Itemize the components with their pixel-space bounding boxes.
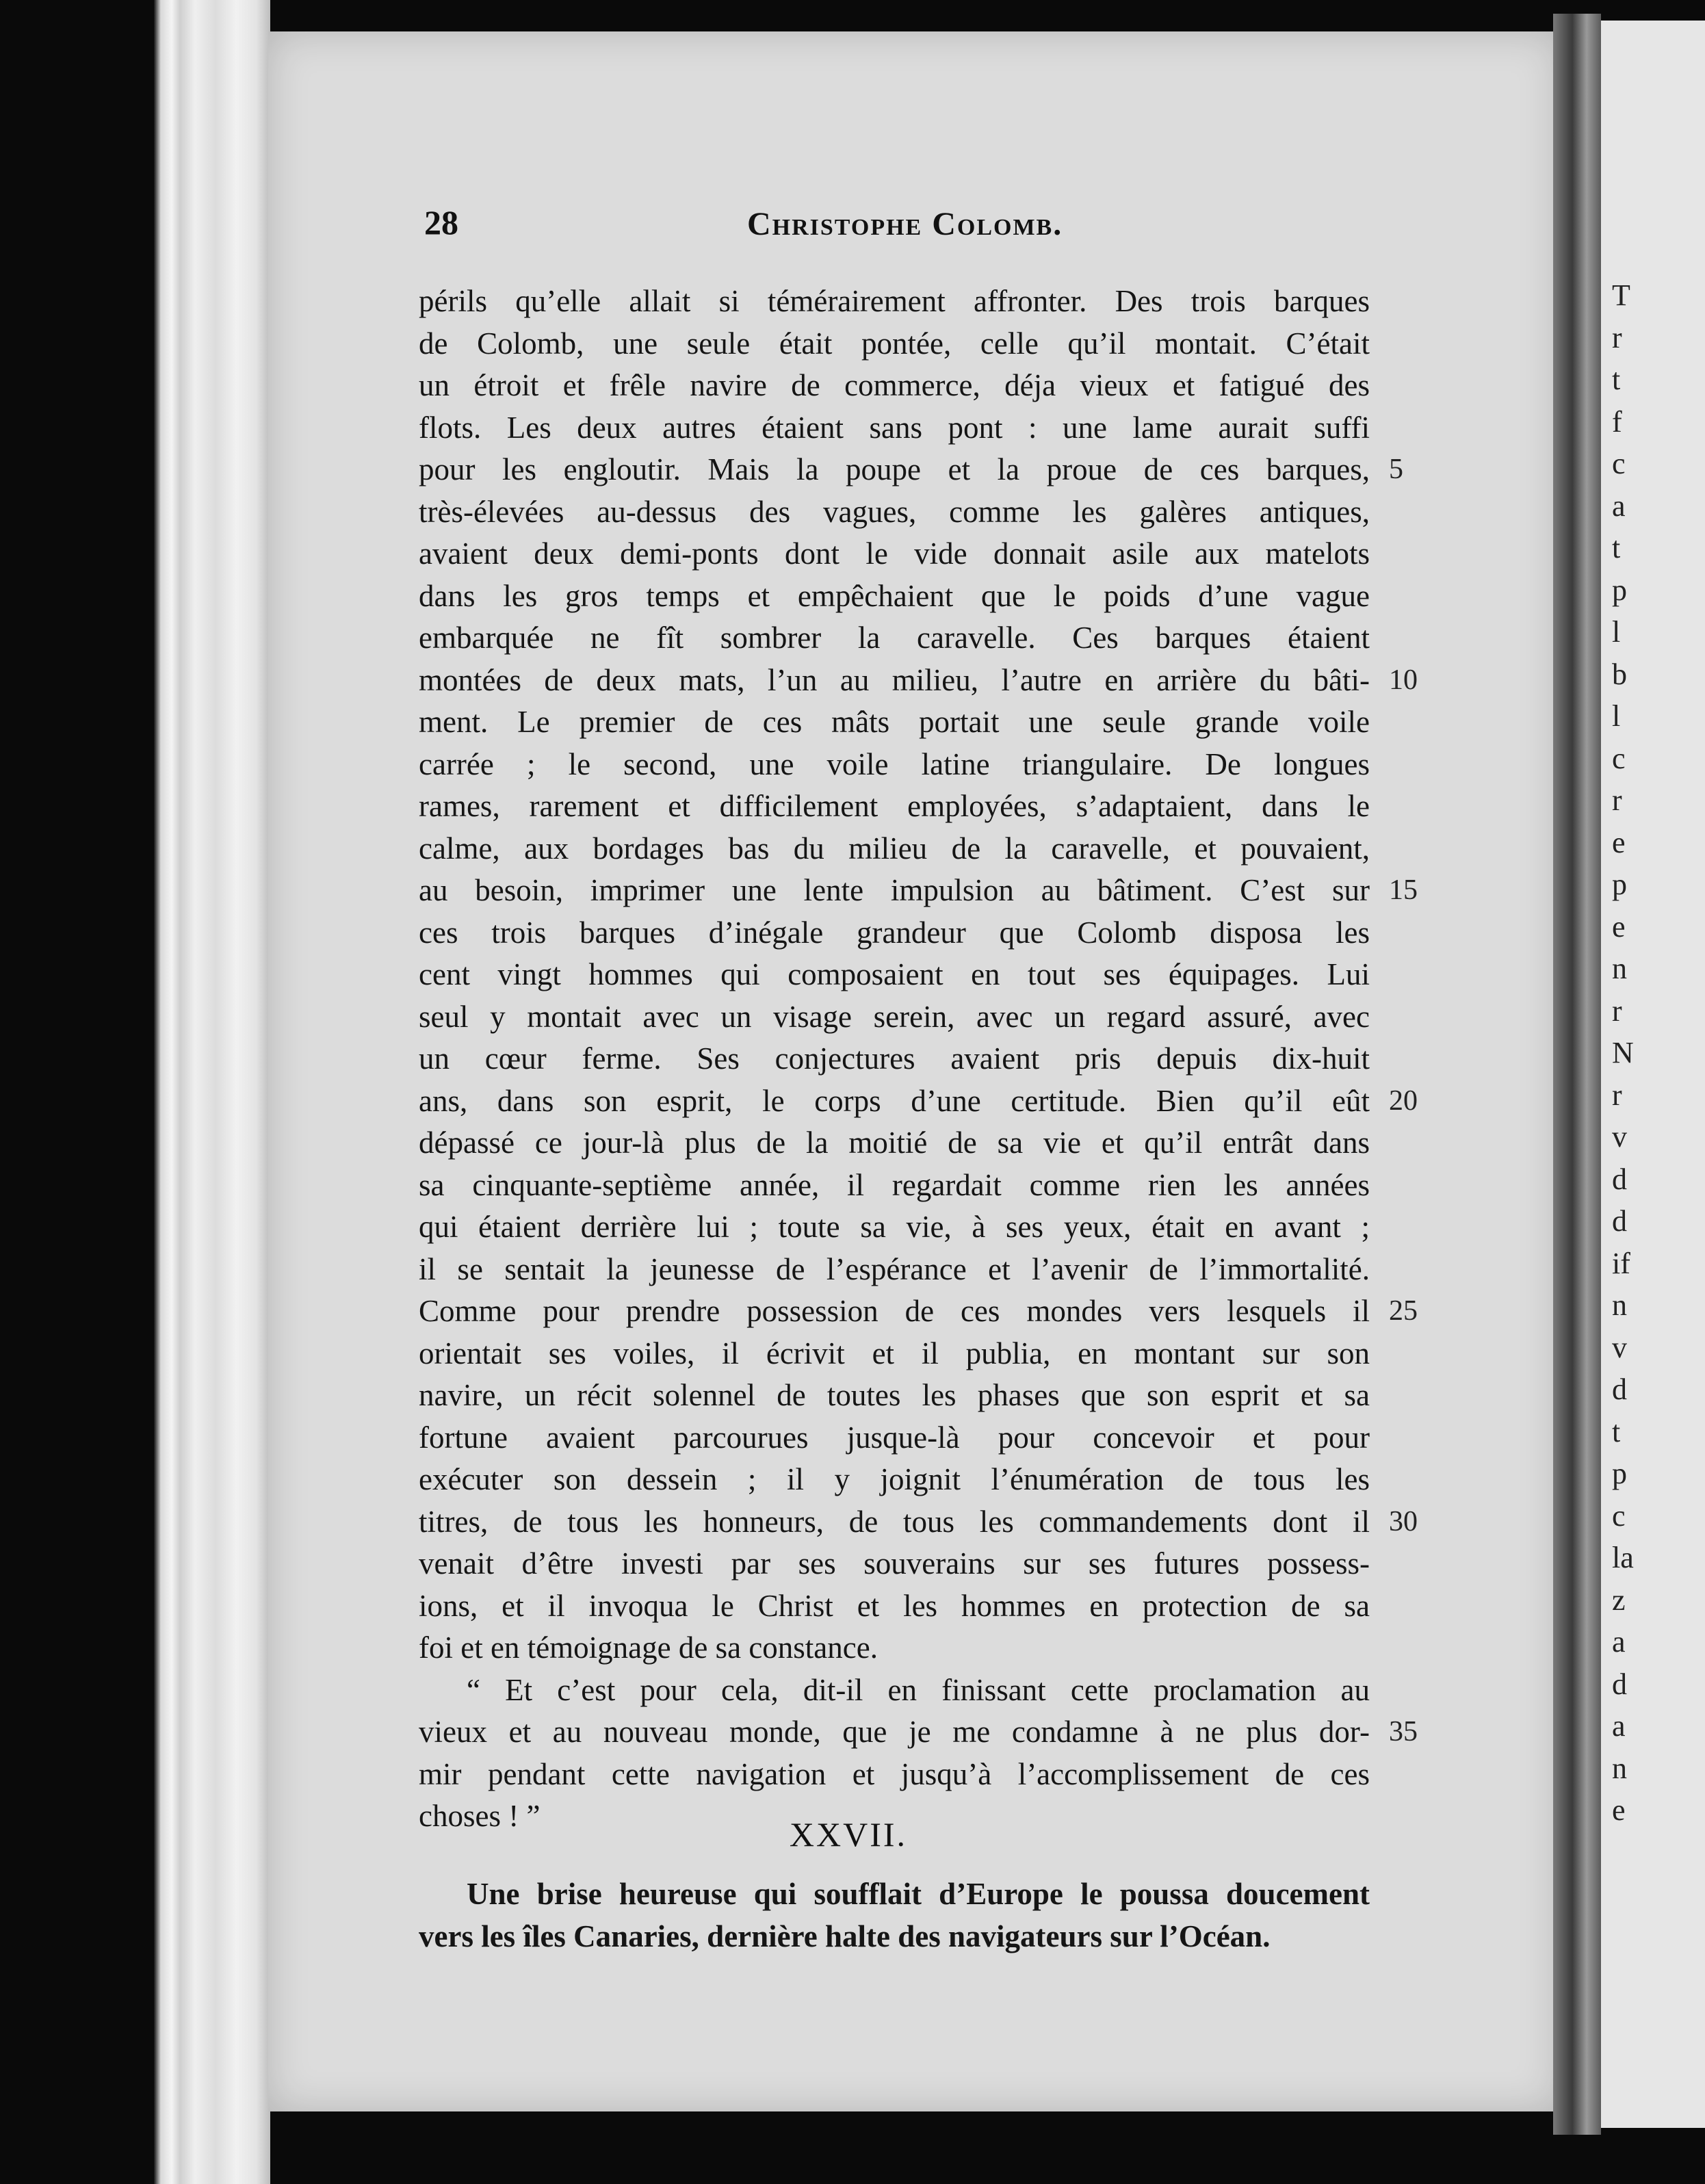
page-number: 28 — [424, 203, 458, 242]
text-line: exécuter son dessein ; il y joignit l’énumération de tous les — [419, 1462, 1370, 1496]
text-line: ces trois barques d’inégale grandeur que Colomb disposa les — [419, 915, 1370, 950]
adjacent-page-fragment: d — [1612, 1667, 1627, 1701]
text-line: carrée ; le second, une voile latine triangulaire. De longues — [419, 746, 1370, 781]
adjacent-page-fragment: r — [1612, 320, 1622, 354]
page-header — [424, 203, 1368, 250]
book-page-stack — [154, 0, 270, 2184]
text-line: flots. Les deux autres étaient sans pont : une lame aurait suffi — [419, 410, 1370, 445]
text-line: sa cinquante-septième année, il regardait comme rien les années — [419, 1167, 1370, 1202]
adjacent-page-fragment: f — [1612, 404, 1622, 439]
adjacent-page-fragment: e — [1612, 909, 1626, 944]
adjacent-page-fragment: v — [1612, 1330, 1627, 1364]
line-number: 20 — [1389, 1084, 1418, 1117]
adjacent-page-fragment: n — [1612, 952, 1627, 985]
adjacent-page-fragment: d — [1612, 1204, 1627, 1238]
text-line: calme, aux bordages bas du milieu de la caravelle, et pouvaient, — [419, 831, 1370, 866]
adjacent-page-fragment: z — [1612, 1583, 1626, 1617]
body-text — [419, 281, 1418, 1838]
text-line: seul y montait avec un visage serein, avec un regard assuré, avec — [419, 999, 1370, 1034]
text-line: pour les engloutir. Mais la poupe et la proue de ces barques, 5 — [419, 449, 1370, 491]
adjacent-page-fragment: a — [1612, 1709, 1626, 1743]
text-line: choses ! ” — [419, 1799, 541, 1833]
adjacent-page-fragment: a — [1612, 489, 1626, 523]
text-line: mir pendant cette navigation et jusqu’à l’accomplissement de ces — [419, 1756, 1370, 1791]
text-line: navire, un récit solennel de toutes les phases que son esprit et sa — [419, 1378, 1370, 1412]
adjacent-page-fragment: t — [1612, 363, 1621, 396]
adjacent-page — [1601, 21, 1705, 2128]
line-number: 35 — [1389, 1716, 1418, 1747]
adjacent-page-fragment: t — [1612, 1414, 1621, 1448]
adjacent-page-fragment: n — [1612, 1751, 1627, 1785]
text-line: ment. Le premier de ces mâts portait une seule grande voile — [419, 705, 1370, 739]
adjacent-page-fragment: l — [1612, 699, 1621, 733]
adjacent-page-fragment: r — [1612, 783, 1622, 817]
adjacent-page-fragment: N — [1612, 1036, 1634, 1069]
adjacent-page-fragment: p — [1612, 1457, 1627, 1490]
adjacent-page-fragment: T — [1612, 278, 1630, 312]
text-line: foi et en témoignage de sa constance. — [419, 1630, 878, 1665]
text-line: montées de deux mats, l’un au milieu, l’autre en arrière du bâti- 10 — [419, 660, 1370, 702]
text-line: ans, dans son esprit, le corps d’une certitude. Bien qu’il eût 20 — [419, 1080, 1370, 1123]
adjacent-page-fragment: if — [1612, 1246, 1630, 1280]
section-heading: XXVII. — [789, 1815, 908, 1854]
text-line: il se sentait la jeunesse de l’espérance et l’avenir de l’immortalité. — [419, 1251, 1370, 1286]
section-body-text — [419, 1873, 1370, 1958]
text-line: vieux et au nouveau monde, que je me condamne à ne plus dor- 35 — [419, 1711, 1370, 1754]
adjacent-page-fragment: n — [1612, 1288, 1627, 1322]
adjacent-page-fragment: c — [1612, 1498, 1626, 1533]
adjacent-page-fragment: p — [1612, 868, 1627, 901]
adjacent-page-fragment: r — [1612, 993, 1622, 1028]
line-number: 30 — [1389, 1505, 1418, 1537]
line-number: 15 — [1389, 874, 1418, 906]
text-line: fortune avaient parcourues jusque-là pour concevoir et pour — [419, 1420, 1370, 1455]
text-line: très-élevées au-dessus des vagues, comme les galères antiques, — [419, 494, 1370, 529]
text-line: un étroit et frêle navire de commerce, déja vieux et fatigué des — [419, 368, 1370, 402]
adjacent-page-fragment: b — [1612, 657, 1627, 691]
text-line: venait d’être investi par ses souverains sur ses futures possess- — [419, 1546, 1370, 1581]
adjacent-page-fragment: d — [1612, 1373, 1627, 1406]
adjacent-page-fragment: a — [1612, 1625, 1626, 1659]
text-line: dépassé ce jour-là plus de la moitié de sa vie et qu’il entrât dans — [419, 1126, 1370, 1160]
section-text-line: vers les îles Canaries, dernière halte des navigateurs sur l’Océan. — [419, 1919, 1271, 1953]
line-number: 10 — [1389, 664, 1418, 696]
text-line: dans les gros temps et empêchaient que le poids d’une vague — [419, 578, 1370, 613]
text-line: avaient deux demi-ponts dont le vide donnait asile aux matelots — [419, 536, 1370, 571]
adjacent-page-fragment: e — [1612, 825, 1626, 859]
text-line: qui étaient derrière lui ; toute sa vie, à ses yeux, était en avant ; — [419, 1210, 1370, 1244]
running-title: Christophe Colomb. — [747, 206, 1063, 242]
text-line: titres, de tous les honneurs, de tous les commandements dont il 30 — [419, 1501, 1370, 1544]
text-line: orientait ses voiles, il écrivit et il publia, en montant sur son — [419, 1336, 1370, 1370]
text-line: de Colomb, une seule était pontée, celle qu’il montait. C’était — [419, 326, 1370, 361]
text-line: “ Et c’est pour cela, dit-il en finissant cette proclamation au — [467, 1672, 1370, 1707]
adjacent-page-fragment: la — [1612, 1541, 1634, 1574]
adjacent-page-fragment: r — [1612, 1078, 1622, 1112]
adjacent-page-fragment: e — [1612, 1793, 1626, 1827]
section-text-line: Une brise heureuse qui soufflait d’Europe le poussa doucement — [467, 1877, 1370, 1911]
text-line: un cœur ferme. Ses conjectures avaient pris depuis dix-huit — [419, 1041, 1370, 1076]
text-line: périls qu’elle allait si témérairement affronter. Des trois barques — [419, 284, 1370, 318]
text-line: cent vingt hommes qui composaient en tout ses équipages. Lui — [419, 957, 1370, 991]
line-number: 5 — [1389, 454, 1403, 485]
adjacent-page-fragment: c — [1612, 447, 1626, 480]
line-number: 25 — [1389, 1295, 1418, 1327]
adjacent-page-fragment: p — [1612, 573, 1627, 607]
book-gutter — [1553, 14, 1601, 2135]
adjacent-page-fragment: t — [1612, 531, 1621, 564]
text-line: Comme pour prendre possession de ces mondes vers lesquels il 25 — [419, 1290, 1370, 1333]
text-line: au besoin, imprimer une lente impulsion au bâtiment. C’est sur 15 — [419, 870, 1370, 912]
text-line: rames, rarement et difficilement employées, s’adaptaient, dans le — [419, 789, 1370, 823]
text-line: embarquée ne fît sombrer la caravelle. Ces barques étaient — [419, 621, 1370, 655]
text-line: ions, et il invoqua le Christ et les hommes en protection de sa — [419, 1588, 1370, 1623]
adjacent-page-fragment: d — [1612, 1162, 1627, 1196]
adjacent-page-fragment: l — [1612, 615, 1621, 649]
adjacent-page-fragment: c — [1612, 741, 1626, 775]
adjacent-page-fragment: v — [1612, 1120, 1627, 1154]
